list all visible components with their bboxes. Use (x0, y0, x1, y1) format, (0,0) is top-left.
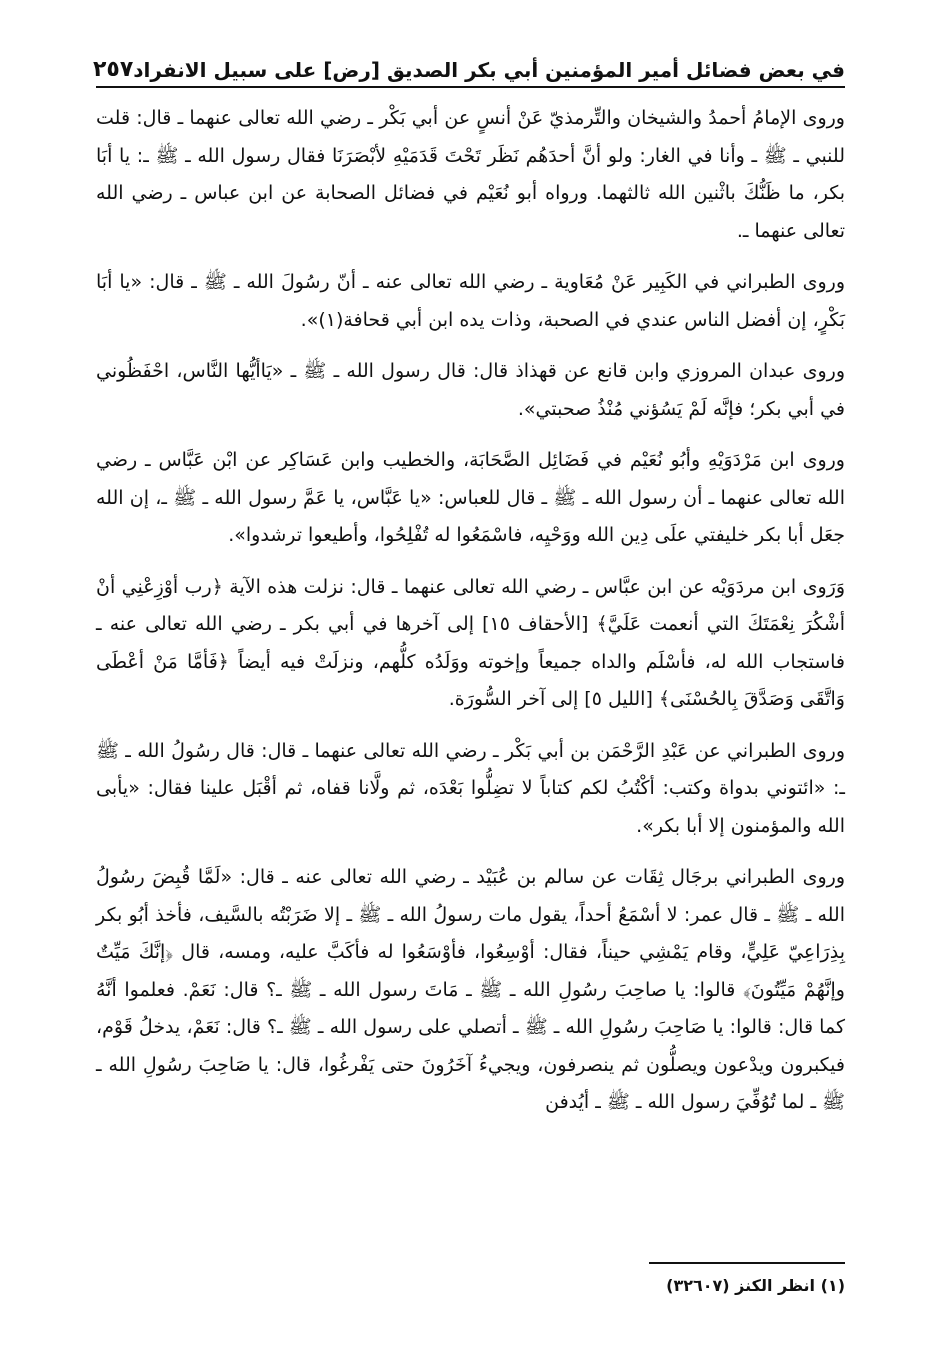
footnote: (١) انظر الكنز (٣٢٦٠٧) (666, 1276, 845, 1295)
footnote-rule (649, 1262, 845, 1264)
paragraph-7: وروى الطبراني برجَال ثِقَات عن سالم بن عُبَيْد ـ رضي الله تعالى عنه ـ قال: «لَمَّا قُبِضَ رسُولُ الله ـ ﷺ ـ قال عمر: لا أسْمَعُ أحداً، يقول مات رسولُ الله ـ ﷺ ـ إلا ضَرَبْتُه بالسَّيف، فأخذ أبُو بكر بِذِرَاعِيّ عَلِيٍّ، وقام يَمْشِي حيناً، فقال: أوْسِعُوا، فأوْسَعُوا له فأكَبَّ عليه، ومسه، قال ﴿إنَّكَ مَيِّتٌ وإنَّهُمْ مَيِّتُونَ﴾ قالوا: يا صاحِبَ رسُولِ الله ـ ﷺ ـ مَاتَ رسول الله ـ ﷺ ـ؟ قال: نَعَمْ. فعلموا أنَّهُ كما قال: قالوا: يا صَاحِبَ رسُولِ الله ـ ﷺ ـ أتصلي على رسول الله ـ ﷺ ـ؟ قال: نَعَمْ، يدخلُ قَوْم، فيكبرون ويدْعون ويصلُّون ثم ينصرفون، ويجيءُ آخَرُونَ حتى يَفْرغُوا، قال: يا صَاحِبَ رسُولِ الله ـ ﷺ ـ لما تُوُفِّيَ رسول الله ـ ﷺ ـ أيُدفن (96, 866, 845, 1113)
header-rule (96, 86, 845, 88)
paragraph-1: وروى الإمامُ أحمدُ والشيخان والتِّرمذيّ عَنْ أنسٍ عن أبي بَكْر ـ رضي الله تعالى عنهما ـ قال: قلت للنبي ـ ﷺ ـ وأنا في الغار: ولو أنَّ أحدَهُم نَظَر تَحْتَ قَدَمَيْهِ لأبْصَرَنَا فقال رسول الله ـ ﷺ ـ: يا أبَا بكر، ما ظَنُّكَ باثْنين الله ثالثهما. ورواه أبو نُعَيْم في فضائل الصحابة عن ابن عباس ـ رضي الله تعالى عنهما ـ. (96, 107, 845, 242)
page-number: ٢٥٧ (92, 57, 134, 82)
paragraph-6: وروى الطبراني عن عَبْدِ الرَّحْمَن بن أبي بَكْر ـ رضي الله تعالى عنهما ـ قال: قال رسُولُ الله ـ ﷺ ـ: «ائتوني بدواة وكتب: أكْتُبُ لكم كتاباً لا تضِلُّوا بَعْدَه، ثم ولَّانا قفاه، ثم أقْبَل علينا فقال: «يأبى الله والمؤمنون إلا أبا بكر». (96, 739, 845, 837)
main-text (96, 100, 845, 1122)
running-header-title: في بعض فضائل أمير المؤمنين أبي بكر الصديق [رض] على سبيل الانفراد (133, 58, 845, 82)
running-header (92, 38, 845, 82)
paragraph-5: وَرَوى ابن مردَوَيْه عن ابن عبَّاس ـ رضي الله تعالى عنهما ـ قال: نزلت هذه الآية ﴿رب أوْزِعْنِي أنْ أشْكُرَ نِعْمَتَكَ التي أنعمت عَلَيَّ﴾ [الأحقاف ١٥] إلى آخرها في أبي بكر ـ رضي الله تعالى عنه ـ فاستجاب الله له، فأسْلَم والداه جميعاً وإخوته ووَلَدُه كلُّهم، ونزلَتْ فيه أيضاً ﴿فَأمَّا مَنْ أعْطَى وَاتَّقَى وَصَدَّقَ بِالحُسْنَى﴾ [الليل ٥] إلى آخر السُّورَة. (96, 575, 846, 710)
paragraph-3: وروى عبدان المروزي وابن قانع عن قهذاذ قال: قال رسول الله ـ ﷺ ـ «يَاأيُّها النَّاس، احْفَظُوني في أبي بكر؛ فإنَّه لَمْ يَسُؤني مُنْذُ صحبتي». (96, 360, 845, 420)
paragraph-2: وروى الطبراني في الكَبِير عَنْ مُعَاوية ـ رضي الله تعالى عنه ـ أنّ رسُولَ الله ـ ﷺ ـ قال: «يا أبَا بَكْرٍ، إن أفضل الناس عندي في الصحبة، وذات يده ابن أبي قحافة(١)». (96, 271, 845, 331)
paragraph-4: وروى ابن مَرْدَوَيْهِ وأبُو نُعَيْم في فَضَائِل الصَّحَابَة، والخطيب وابن عَسَاكِر عن ابْن عَبَّاس ـ رضي الله تعالى عنهما ـ أن رسول الله ـ ﷺ ـ قال للعباس: «يا عَبَّاس، يا عَمَّ رسول الله ـ ﷺ ـ، إن الله جعَل أبا بكر خليفتي علَى دِين الله ووَحْيِه، فاسْمَعُوا له تُفْلِحُوا، وأطيعوا ترشدوا». (96, 449, 845, 546)
